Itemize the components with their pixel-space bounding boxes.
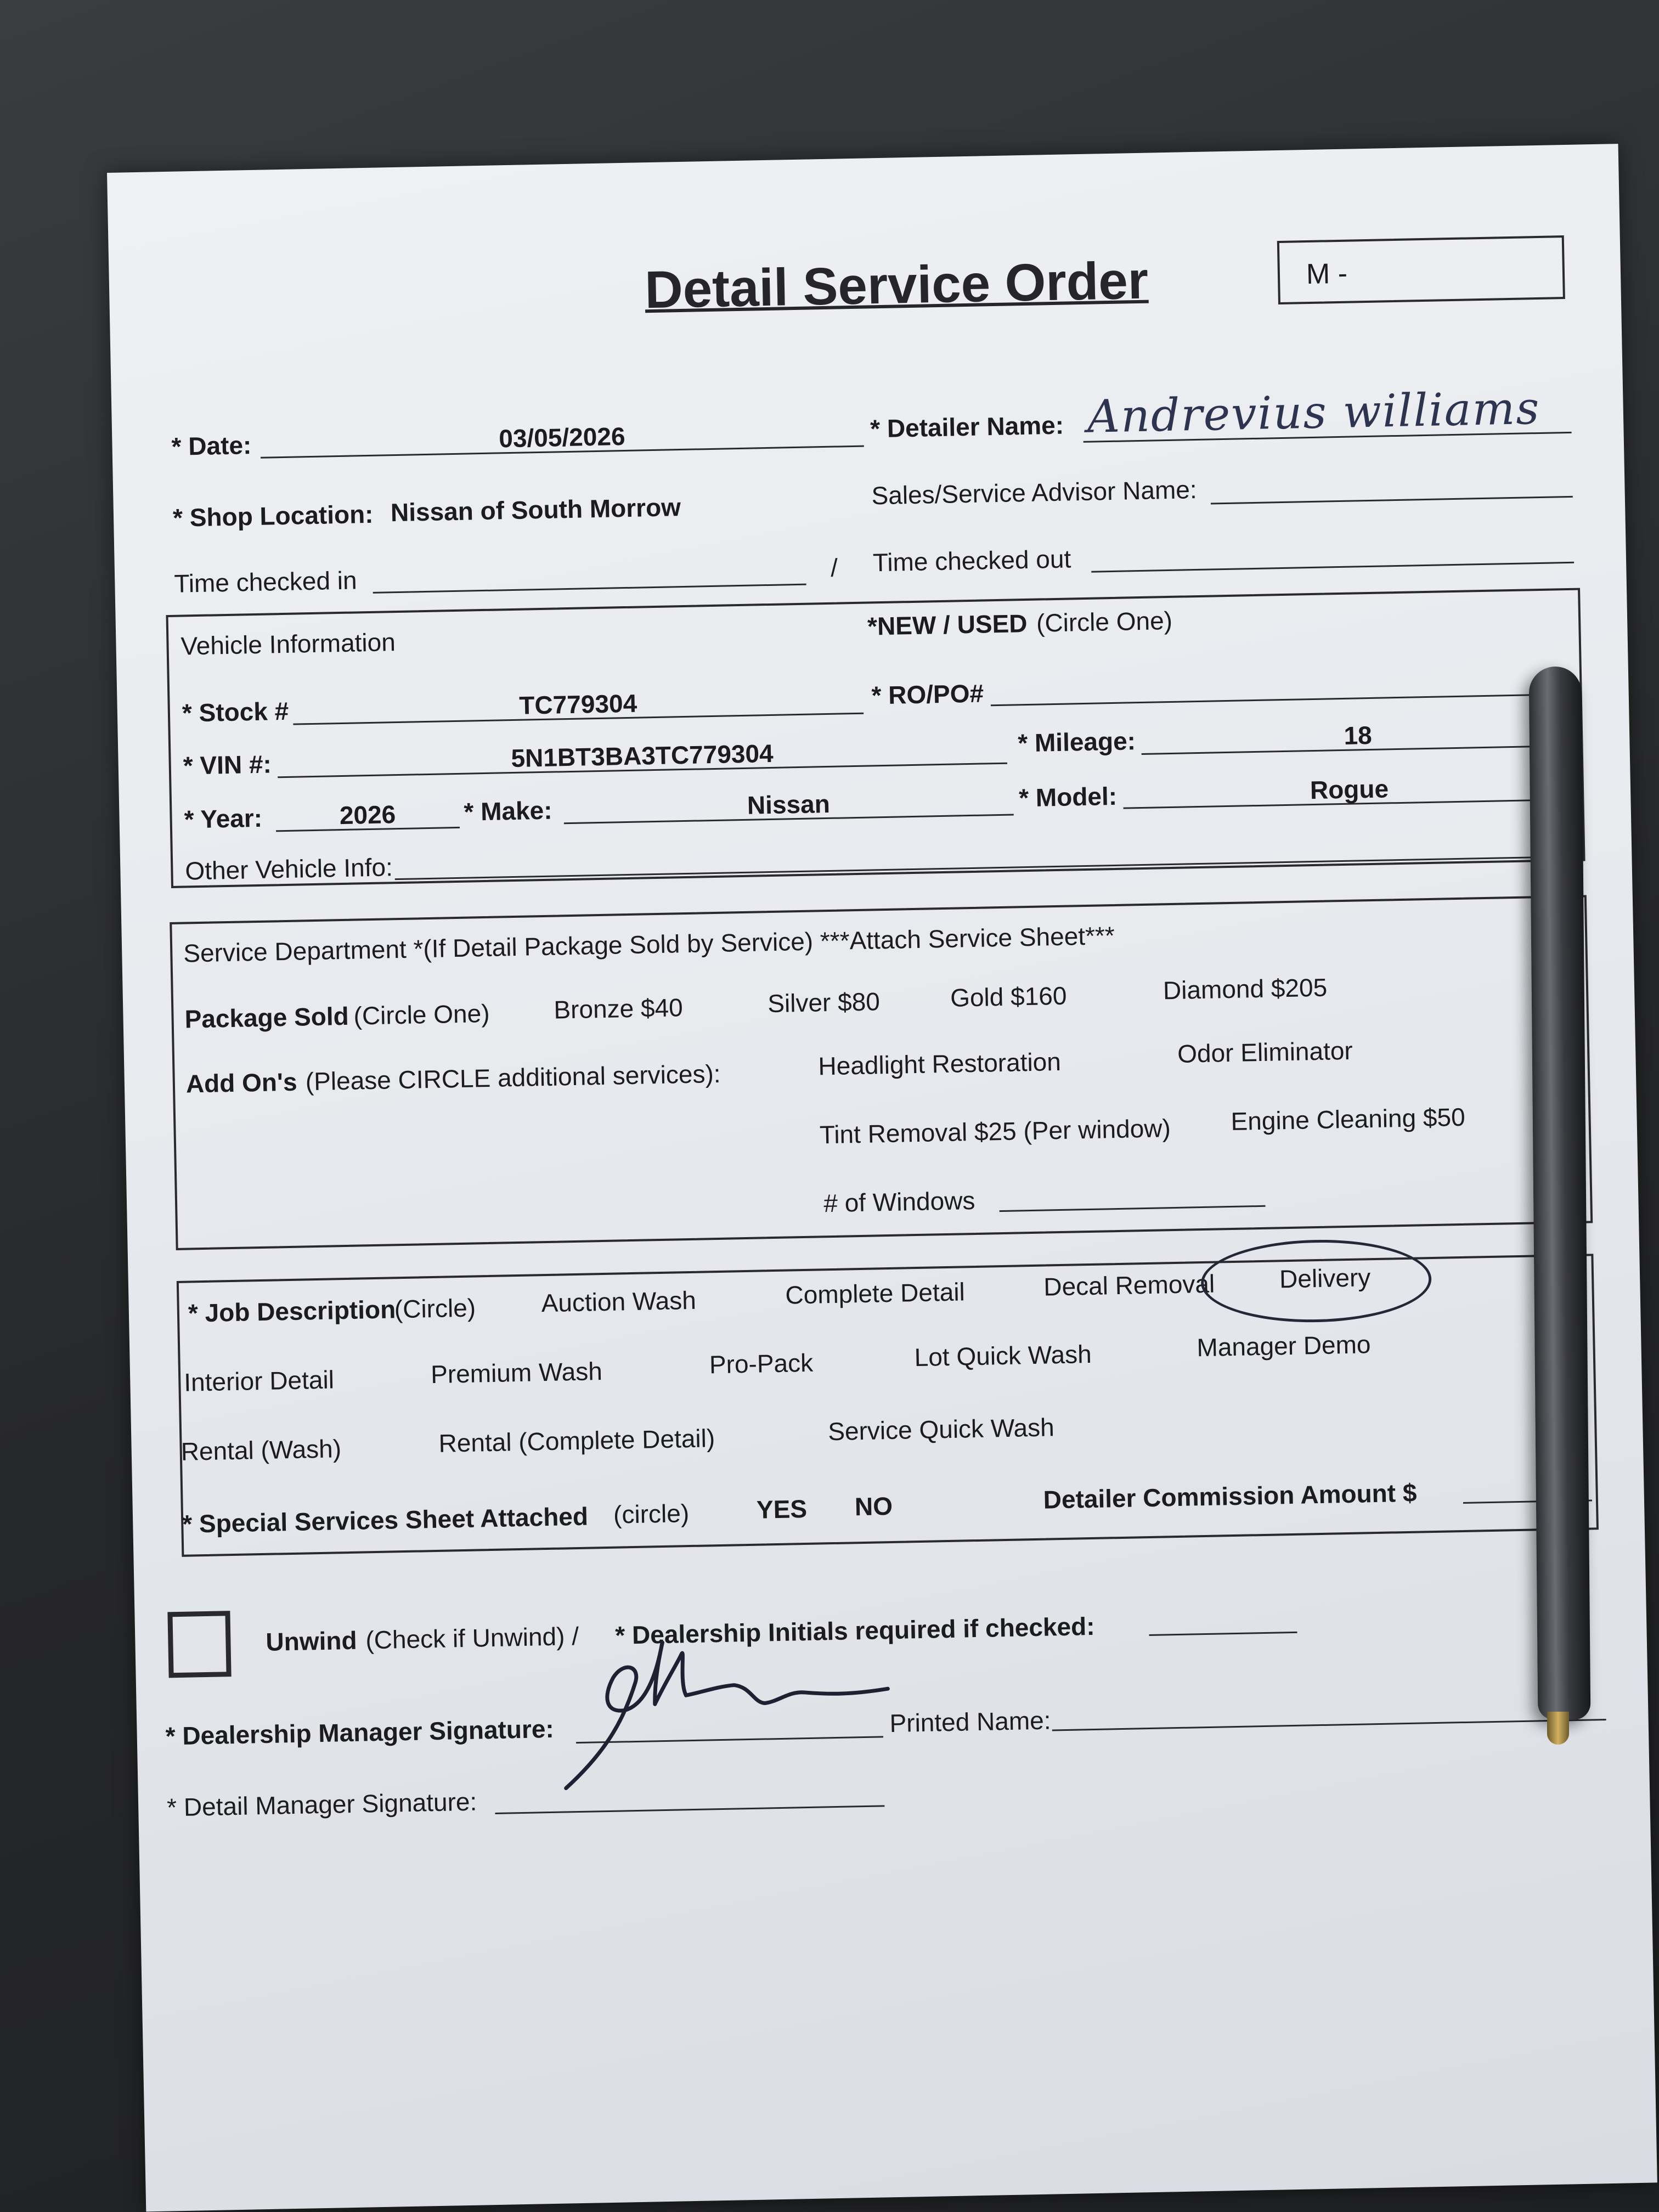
printed-name-label: Printed Name: — [889, 1706, 1051, 1738]
job-rental-complete-detail[interactable]: Rental (Complete Detail) — [438, 1424, 715, 1458]
commission-label: Detailer Commission Amount $ — [1043, 1478, 1417, 1514]
date-value: 03/05/2026 — [498, 421, 625, 453]
job-manager-demo[interactable]: Manager Demo — [1196, 1330, 1371, 1362]
ballpoint-pen — [1529, 667, 1591, 1720]
dealership-manager-signature-label: * Dealership Manager Signature: — [165, 1714, 555, 1751]
time-out-label: Time checked out — [872, 544, 1071, 577]
stock-label: * Stock # — [182, 696, 289, 727]
year-label: * Year: — [184, 803, 263, 834]
package-diamond[interactable]: Diamond $205 — [1163, 973, 1328, 1005]
job-complete-detail[interactable]: Complete Detail — [785, 1277, 966, 1310]
order-number-prefix: M - — [1306, 257, 1348, 291]
shop-location-value: Nissan of South Morrow — [390, 493, 681, 527]
job-description-label: * Job Description — [188, 1295, 396, 1328]
addon-headlight-restoration[interactable]: Headlight Restoration — [818, 1047, 1062, 1081]
detail-manager-signature-line[interactable] — [495, 1805, 885, 1814]
job-pro-pack[interactable]: Pro-Pack — [709, 1348, 814, 1379]
special-services-yes[interactable]: YES — [756, 1494, 808, 1524]
model-value: Rogue — [1310, 774, 1389, 805]
vin-label: * VIN #: — [183, 749, 272, 780]
windows-count-label: # of Windows — [823, 1186, 975, 1218]
job-service-quick-wash[interactable]: Service Quick Wash — [827, 1413, 1055, 1446]
ro-po-label: * RO/PO# — [871, 679, 984, 710]
package-silver[interactable]: Silver $80 — [767, 987, 881, 1018]
make-value: Nissan — [747, 789, 831, 820]
job-premium-wash[interactable]: Premium Wash — [430, 1357, 603, 1389]
package-sold-label: Package Sold — [184, 1001, 349, 1034]
time-in-label: Time checked in — [173, 566, 358, 598]
advisor-name-line[interactable] — [1211, 496, 1573, 505]
service-order-sheet — [107, 144, 1657, 2211]
add-ons-label: Add On's — [185, 1067, 297, 1098]
detailer-name-handwritten: Andrevius williams — [1086, 382, 1541, 443]
job-description-hint: (Circle) — [394, 1293, 476, 1324]
mileage-value: 18 — [1344, 720, 1373, 750]
package-bronze[interactable]: Bronze $40 — [553, 993, 684, 1024]
special-services-hint: (circle) — [613, 1499, 690, 1529]
advisor-name-label: Sales/Service Advisor Name: — [871, 475, 1198, 510]
stock-value: TC779304 — [518, 689, 637, 720]
time-out-line[interactable] — [1091, 562, 1574, 573]
package-gold[interactable]: Gold $160 — [950, 981, 1067, 1012]
job-decal-removal[interactable]: Decal Removal — [1043, 1269, 1215, 1301]
shop-location-label: * Shop Location: — [172, 499, 374, 532]
addon-engine-cleaning[interactable]: Engine Cleaning $50 — [1231, 1102, 1466, 1136]
vehicle-section-label: Vehicle Information — [180, 628, 396, 661]
job-interior-detail[interactable]: Interior Detail — [183, 1365, 335, 1397]
job-rental-wash[interactable]: Rental (Wash) — [180, 1434, 342, 1466]
job-lot-quick-wash[interactable]: Lot Quick Wash — [914, 1339, 1092, 1372]
mileage-label: * Mileage: — [1017, 726, 1136, 758]
new-used-label: *NEW / USED — [867, 608, 1028, 641]
detail-manager-signature-label: * Detail Manager Signature: — [166, 1787, 477, 1822]
detailer-name-label: * Detailer Name: — [870, 410, 1064, 443]
model-label: * Model: — [1018, 781, 1118, 812]
job-delivery[interactable]: Delivery — [1279, 1263, 1371, 1294]
order-number-box[interactable] — [1277, 235, 1565, 304]
date-label: * Date: — [171, 431, 252, 461]
job-auction-wash[interactable]: Auction Wash — [541, 1285, 697, 1318]
add-ons-hint: (Please CIRCLE additional services): — [305, 1059, 721, 1096]
printed-name-line[interactable] — [1052, 1719, 1606, 1731]
service-header: Service Department *(If Detail Package Sold by Service) ***Attach Service Sheet*** — [183, 921, 1115, 968]
page-title: Detail Service Order — [644, 251, 1149, 320]
time-slash: / — [830, 553, 838, 582]
year-value: 2026 — [339, 800, 396, 830]
addon-tint-removal[interactable]: Tint Removal $25 (Per window) — [819, 1114, 1171, 1149]
dealership-initials-label: * Dealership Initials required if checked: — [614, 1611, 1095, 1650]
package-sold-hint: (Circle One) — [353, 998, 490, 1030]
dealership-manager-signature — [541, 1617, 895, 1799]
dealership-initials-line[interactable] — [1149, 1632, 1297, 1636]
new-used-hint: (Circle One) — [1036, 606, 1173, 637]
unwind-checkbox[interactable] — [167, 1611, 231, 1678]
make-label: * Make: — [463, 795, 553, 826]
unwind-label: Unwind — [265, 1626, 358, 1656]
special-services-no[interactable]: NO — [854, 1491, 893, 1521]
time-in-line[interactable] — [373, 584, 806, 594]
other-vehicle-info-label: Other Vehicle Info: — [184, 853, 393, 885]
special-services-label: * Special Services Sheet Attached — [182, 1502, 589, 1538]
unwind-hint: (Check if Unwind) / — [365, 1621, 579, 1655]
vin-value: 5N1BT3BA3TC779304 — [511, 738, 774, 773]
addon-odor-eliminator[interactable]: Odor Eliminator — [1177, 1036, 1353, 1068]
pen-tip — [1547, 1712, 1569, 1745]
